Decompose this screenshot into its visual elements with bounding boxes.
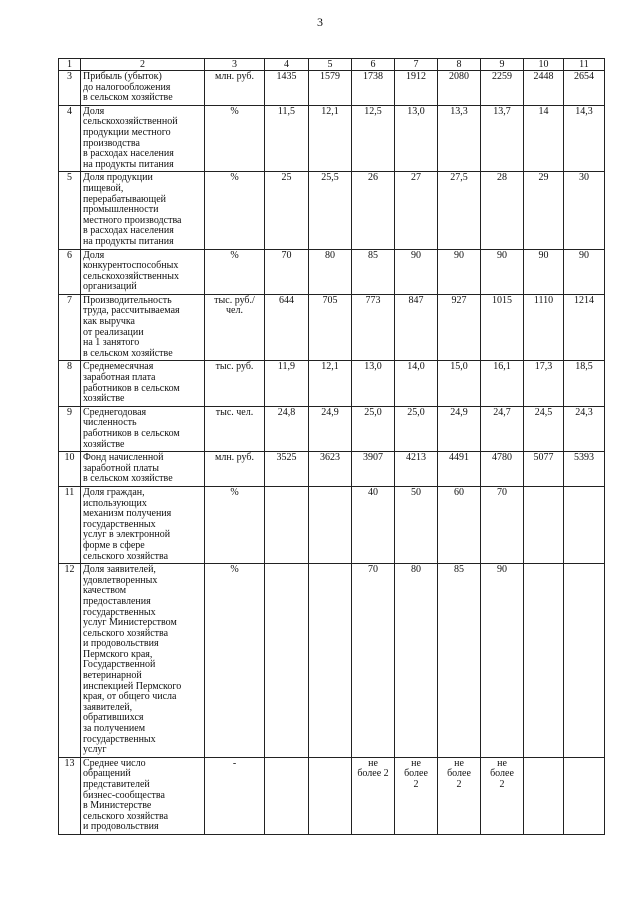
value-cell: 3907 [352,452,395,487]
value-cell: 17,3 [524,361,564,406]
value-cell: не более 2 [352,757,395,834]
indicators-table [58,58,605,835]
value-cell [564,757,605,834]
value-cell: 13,3 [438,105,481,172]
value-cell: 2448 [524,71,564,106]
value-cell: 90 [481,249,524,294]
value-cell: 24,5 [524,406,564,451]
unit-cell: тыс. руб. [205,361,265,406]
value-cell: не более 2 [438,757,481,834]
value-cell: 5393 [564,452,605,487]
value-cell [309,757,352,834]
unit-cell: млн. руб. [205,71,265,106]
value-cell [564,486,605,563]
value-cell: 1214 [564,294,605,361]
value-cell: 13,7 [481,105,524,172]
unit-cell: тыс. руб./ чел. [205,294,265,361]
unit-cell: % [205,105,265,172]
unit-cell: % [205,486,265,563]
value-cell: 14,3 [564,105,605,172]
indicator-name-cell: Среднее число обращений представителей бизнес-сообщества в Министерстве сельского хозяйства и продовольствия [81,757,205,834]
header-cell: 3 [205,59,265,71]
indicator-name-cell: Прибыль (убыток) до налогообложения в сельском хозяйстве [81,71,205,106]
row-number-cell: 9 [59,406,81,451]
unit-cell: % [205,564,265,758]
value-cell: 40 [352,486,395,563]
value-cell: 30 [564,172,605,249]
value-cell [524,564,564,758]
table-row [59,757,605,834]
value-cell [265,486,309,563]
value-cell: 25,0 [352,406,395,451]
value-cell: 80 [309,249,352,294]
value-cell: 90 [481,564,524,758]
value-cell: 12,1 [309,105,352,172]
value-cell: 927 [438,294,481,361]
value-cell: 1110 [524,294,564,361]
value-cell: 70 [352,564,395,758]
value-cell: 70 [265,249,309,294]
table-row [59,564,605,758]
value-cell: 29 [524,172,564,249]
value-cell: 90 [438,249,481,294]
value-cell: 705 [309,294,352,361]
indicator-name-cell: Среднемесячная заработная плата работников в сельском хозяйстве [81,361,205,406]
header-cell: 8 [438,59,481,71]
indicator-name-cell: Доля конкурентоспособных сельскохозяйственных организаций [81,249,205,294]
value-cell: 4780 [481,452,524,487]
value-cell: 14,0 [395,361,438,406]
value-cell: не более 2 [481,757,524,834]
value-cell: 1579 [309,71,352,106]
value-cell: 24,8 [265,406,309,451]
value-cell: 5077 [524,452,564,487]
value-cell: 11,5 [265,105,309,172]
value-cell: 14 [524,105,564,172]
value-cell: 12,5 [352,105,395,172]
indicator-name-cell: Производительность труда, рассчитываемая как выручка от реализации на 1 занятого в сельском хозяйстве [81,294,205,361]
value-cell: 2080 [438,71,481,106]
value-cell: 1912 [395,71,438,106]
table-row [59,361,605,406]
unit-cell: млн. руб. [205,452,265,487]
unit-cell: тыс. чел. [205,406,265,451]
value-cell: 4491 [438,452,481,487]
table-row [59,172,605,249]
value-cell: 24,9 [438,406,481,451]
value-cell: 18,5 [564,361,605,406]
indicator-name-cell: Доля сельскохозяйственной продукции местного производства в расходах населения на продукты питания [81,105,205,172]
value-cell [309,486,352,563]
value-cell [564,564,605,758]
value-cell: 25 [265,172,309,249]
value-cell: 27 [395,172,438,249]
table-row [59,406,605,451]
value-cell: 80 [395,564,438,758]
value-cell: 24,9 [309,406,352,451]
table-row [59,71,605,106]
value-cell: 27,5 [438,172,481,249]
value-cell: 11,9 [265,361,309,406]
header-cell: 9 [481,59,524,71]
row-number-cell: 11 [59,486,81,563]
value-cell: не более 2 [395,757,438,834]
row-number-cell: 3 [59,71,81,106]
value-cell: 847 [395,294,438,361]
header-cell: 4 [265,59,309,71]
value-cell: 85 [352,249,395,294]
row-number-cell: 13 [59,757,81,834]
indicator-name-cell: Доля продукции пищевой, перерабатывающей промышленности местного производства в расходах населения на продукты питания [81,172,205,249]
header-cell: 6 [352,59,395,71]
header-cell: 2 [81,59,205,71]
value-cell: 773 [352,294,395,361]
value-cell: 13,0 [395,105,438,172]
value-cell: 90 [395,249,438,294]
value-cell: 26 [352,172,395,249]
value-cell: 90 [564,249,605,294]
table-row [59,249,605,294]
table-row [59,486,605,563]
header-cell: 5 [309,59,352,71]
value-cell: 3623 [309,452,352,487]
value-cell: 15,0 [438,361,481,406]
row-number-cell: 5 [59,172,81,249]
value-cell: 25,5 [309,172,352,249]
table-row [59,452,605,487]
value-cell: 70 [481,486,524,563]
page-number: 3 [317,15,323,29]
value-cell [265,757,309,834]
value-cell: 24,7 [481,406,524,451]
header-cell: 7 [395,59,438,71]
value-cell: 1738 [352,71,395,106]
row-number-cell: 4 [59,105,81,172]
value-cell: 85 [438,564,481,758]
value-cell: 13,0 [352,361,395,406]
value-cell [524,486,564,563]
table-row [59,105,605,172]
value-cell [524,757,564,834]
unit-cell: % [205,172,265,249]
value-cell: 644 [265,294,309,361]
value-cell: 50 [395,486,438,563]
table-row [59,294,605,361]
value-cell: 1435 [265,71,309,106]
row-number-cell: 12 [59,564,81,758]
value-cell: 1015 [481,294,524,361]
value-cell: 2654 [564,71,605,106]
value-cell [309,564,352,758]
value-cell: 24,3 [564,406,605,451]
header-cell: 11 [564,59,605,71]
value-cell: 28 [481,172,524,249]
unit-cell: - [205,757,265,834]
value-cell: 4213 [395,452,438,487]
value-cell [265,564,309,758]
row-number-cell: 7 [59,294,81,361]
indicator-name-cell: Среднегодовая численность работников в сельском хозяйстве [81,406,205,451]
indicator-name-cell: Доля граждан, использующих механизм получения государственных услуг в электронной форме в сфере сельского хозяйства [81,486,205,563]
value-cell: 3525 [265,452,309,487]
header-cell: 10 [524,59,564,71]
indicator-name-cell: Фонд начисленной заработной платы в сельском хозяйстве [81,452,205,487]
row-number-cell: 10 [59,452,81,487]
row-number-cell: 6 [59,249,81,294]
row-number-cell: 8 [59,361,81,406]
value-cell: 2259 [481,71,524,106]
unit-cell: % [205,249,265,294]
header-cell: 1 [59,59,81,71]
value-cell: 16,1 [481,361,524,406]
value-cell: 25,0 [395,406,438,451]
table-header-row [59,59,605,71]
indicator-name-cell: Доля заявителей, удовлетворенных качеством предоставления государственных услуг Министерством сельского хозяйства и продовольствия Пермского края, Государственной ветеринарной инспекцией Пермского края, от общего числа заявителей, обратившихся за получением государственных услуг [81,564,205,758]
value-cell: 90 [524,249,564,294]
value-cell: 12,1 [309,361,352,406]
value-cell: 60 [438,486,481,563]
